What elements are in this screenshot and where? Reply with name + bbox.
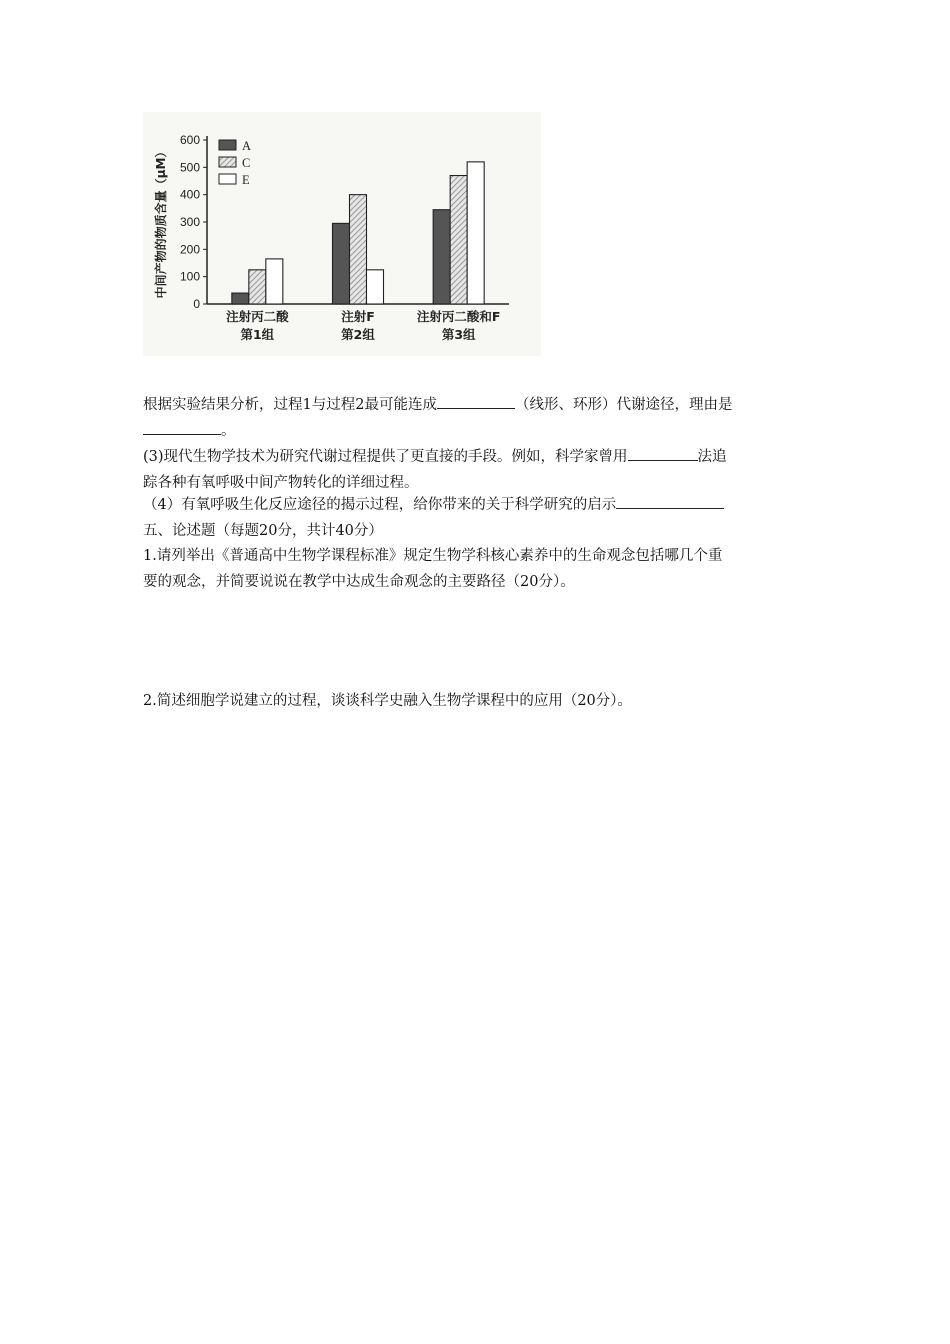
paragraph-question-3	[143, 444, 813, 496]
answer-blank-3[interactable]	[628, 446, 698, 461]
answer-blank-1[interactable]	[437, 394, 515, 409]
question-3-line-2: 踪各种有氧呼吸中间产物转化的详细过程。	[143, 475, 419, 491]
legend-swatch-a	[219, 140, 236, 150]
y-tick-label: 100	[179, 269, 200, 284]
x-category-sublabel: 第2组	[341, 327, 375, 342]
legend-label-e: E	[242, 173, 250, 187]
y-tick-label: 500	[179, 160, 200, 175]
y-tick-label: 300	[179, 215, 200, 229]
legend-label-a: A	[242, 139, 252, 153]
question-3-line-1: (3)现代生物学技术为研究代谢过程提供了更直接的手段。例如，科学家曾用 法追	[143, 444, 813, 470]
x-category-sublabel: 第3组	[441, 327, 476, 342]
bar-a-group-1	[232, 293, 249, 304]
x-category-label: 注射丙二酸	[226, 309, 289, 324]
x-category-label: 注射F	[341, 309, 375, 324]
bar-a-group-3	[433, 210, 450, 304]
y-tick-label: 0	[193, 297, 200, 311]
essay-question-1-line-1: 1.请列举出《普通高中生物学课程标准》规定生物学科核心素养中的生命观念包括哪几个重	[143, 548, 723, 564]
y-tick-label: 200	[179, 242, 200, 257]
bar-chart-svg	[143, 112, 541, 356]
legend-swatch-c	[219, 157, 236, 167]
bar-e-group-2	[367, 270, 384, 304]
answer-blank-2[interactable]	[143, 420, 221, 435]
legend-swatch-e	[219, 174, 236, 184]
bar-c-group-3	[450, 176, 467, 304]
analysis-line-1: 根据实验结果分析，过程1与过程2最可能连成 （线形、环形）代谢途径，理由是	[143, 392, 813, 418]
bar-e-group-3	[467, 162, 484, 304]
section-heading-essay: 五、论述题（每题20分，共计40分）	[143, 523, 383, 539]
essay-question-2: 2.简述细胞学说建立的过程，谈谈科学史融入生物学课程中的应用（20分）。	[143, 693, 633, 709]
essay-question-1	[143, 543, 813, 595]
analysis-line-2: 。	[143, 418, 813, 444]
paragraph-analysis	[143, 392, 813, 444]
bar-c-group-2	[350, 195, 367, 304]
y-tick-label: 600	[179, 133, 200, 147]
y-tick-label: 400	[179, 187, 200, 202]
x-category-sublabel: 第1组	[240, 327, 275, 342]
answer-blank-4[interactable]	[616, 494, 724, 509]
bar-chart	[143, 112, 541, 356]
x-category-label: 注射丙二酸和F	[416, 309, 501, 324]
essay-question-1-line-2: 要的观念，并简要说说在教学中达成生命观念的主要路径（20分）。	[143, 574, 575, 590]
y-axis-label: 中间产物的物质含量（μM）	[154, 145, 168, 299]
bar-a-group-2	[333, 223, 350, 304]
bar-c-group-1	[249, 270, 266, 304]
paragraph-question-4	[143, 492, 813, 518]
question-4-line: （4）有氧呼吸生化反应途径的揭示过程，给你带来的关于科学研究的启示	[143, 492, 813, 518]
legend-label-c: C	[242, 156, 251, 170]
bar-e-group-1	[266, 259, 283, 304]
